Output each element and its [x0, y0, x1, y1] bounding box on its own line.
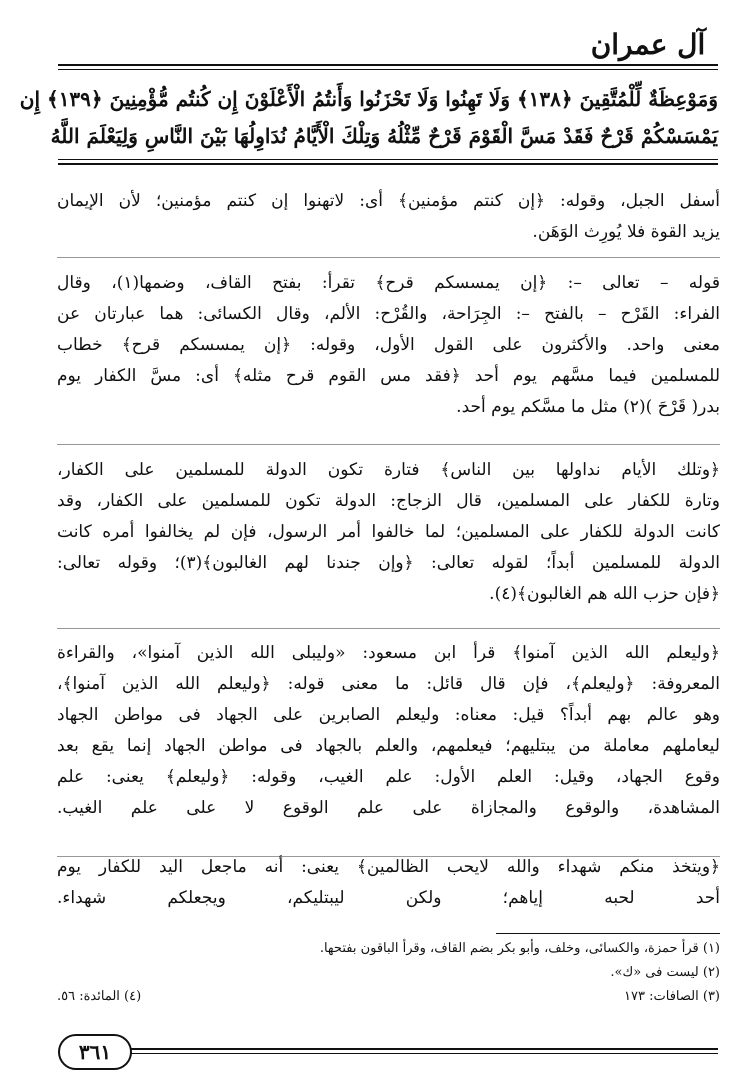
text-line: الفراء: القَرْح – بالفتح –: الجِرَاحة، والقُرْح: الألم، وقال الكسائى: هما عبارتان عن [57, 304, 720, 324]
text-line: ﴿فإن حزب الله هم الغالبون﴾(٤). [489, 584, 720, 604]
footnote-3: (٣) الصافات: ١٧٣ [624, 989, 720, 1004]
paragraph-1 [57, 186, 720, 248]
text-line: الدولة للمسلمين أبداً؛ لقوله تعالى: ﴿وإن جندنا لهم الغالبون﴾(٣)؛ وقوله تعالى: [57, 553, 720, 573]
quran-verse-block [19, 81, 718, 155]
footnote-rule [496, 933, 720, 934]
verse-rule [58, 159, 718, 160]
text-line: المشاهدة، والوقوع والمجازاة على علم الوقوع لا على علم الغيب. [57, 798, 720, 818]
paragraph-separator [57, 628, 720, 629]
header-rule [58, 64, 718, 66]
header-rule-inner [58, 69, 718, 70]
text-line: كانت الدولة للكفار على المسلمين؛ لما خالفوا أمر الرسول، فإن لم يخالفوا أمره كانت [57, 522, 720, 542]
footer-rule [118, 1048, 718, 1050]
paragraph-separator [57, 257, 720, 258]
text-line: بدر( قَرْحَ )(٢) مثل ما مسَّكم يوم أحد. [456, 397, 720, 417]
footnotes [57, 937, 720, 1009]
footnote-2: (٢) ليست فى «ك». [610, 965, 720, 980]
text-line: يزيد القوة فلا يُورِث الوَهَن. [532, 222, 720, 242]
page-footer [58, 1028, 718, 1074]
paragraph-2 [57, 268, 720, 423]
footnote-1: (١) قرأ حمزة، والكسائى، وخلف، وأبو بكر بضم القاف، وقرأ الباقون بفتحها. [319, 941, 720, 956]
text-line: ليعاملهم معاملة من يبتليهم؛ فيعلمهم، والعلم بالجهاد فى مواطن الجهاد إنما يقع بعد [57, 736, 720, 756]
text-line: وتارة للكفار على المسلمين، قال الزجاج: الدولة تكون للمسلمين على الكفار، وقد [57, 491, 720, 511]
text-line: للمسلمين فيما مسَّهم يوم أحد ﴿فقد مس القوم قرح مثله﴾ أى: مسَّ الكفار يوم [57, 366, 720, 386]
verse-line: وَمَوْعِظَةٌ لِّلْمُتَّقِينَ ﴿١٣٨﴾ وَلَا تَهِنُوا وَلَا تَحْزَنُوا وَأَنتُمُ الْأَعْلَوْنَ إِن كُنتُم مُّؤْمِنِينَ ﴿١٣٩﴾ إِن [19, 87, 718, 111]
verse-line: يَمْسَسْكُمْ قَرْحٌ فَقَدْ مَسَّ الْقَوْمَ قَرْحٌ مِّثْلُهُ وَتِلْكَ الْأَيَّامُ نُدَاوِلُهَا بَيْنَ النَّاسِ وَلِيَعْلَمَ اللَّهُ [50, 124, 718, 148]
text-line: أحد لحبه إياهم؛ ولكن ليبتليكم، ويجعلكم شهداء. [57, 888, 720, 908]
text-line: أسفل الجبل، وقوله: ﴿إن كنتم مؤمنين﴾ أى: لاتهنوا إن كنتم مؤمنين؛ لأن الإيمان [57, 191, 720, 211]
text-line: معنى واحد. والأكثرون على القول الأول، وقوله: ﴿إن يمسسكم قرح﴾ خطاب [57, 335, 720, 355]
paragraph-3 [57, 455, 720, 610]
text-line: ﴿وليعلم الله الذين آمنوا﴾ قرأ ابن مسعود: «وليبلى الله الذين آمنوا»، والقراءة [57, 643, 720, 663]
paragraph-5 [57, 852, 720, 914]
text-line: ﴿وتلك الأيام نداولها بين الناس﴾ فتارة تكون الدولة للمسلمين على الكفار، [57, 460, 720, 480]
page-number: ٣٦١ [58, 1034, 132, 1070]
text-line [57, 824, 720, 855]
text-line: وقوع الجهاد، وقيل: العلم الأول: علم الغيب، وقوله: ﴿وليعلم﴾ يعنى: علم [57, 767, 720, 787]
footer-rule-inner [118, 1053, 718, 1054]
text-line: ﴿ويتخذ منكم شهداء والله لايحب الظالمين﴾ يعنى: أنه ماجعل اليد للكفار يوم [57, 857, 720, 877]
surah-title: آل عمران [590, 28, 706, 61]
paragraph-separator [57, 444, 720, 445]
text-line: المعروفة: ﴿وليعلم﴾، فإن قال قائل: ما معنى قوله: ﴿وليعلم الله الذين آمنوا﴾، [57, 674, 720, 694]
footnote-4: (٤) المائدة: ٥٦. [57, 989, 142, 1004]
verse-rule-thick [58, 163, 718, 165]
text-line: قوله – تعالى –: ﴿إن يمسسكم قرح﴾ تقرأ: بفتح القاف، وضمها(١)، وقال [57, 273, 721, 293]
paragraph-4 [57, 638, 720, 855]
text-line: وهو عالم بهم أبداً؟ قيل: معناه: وليعلم الصابرين على الجهاد فى مواطن الجهاد [57, 705, 720, 725]
